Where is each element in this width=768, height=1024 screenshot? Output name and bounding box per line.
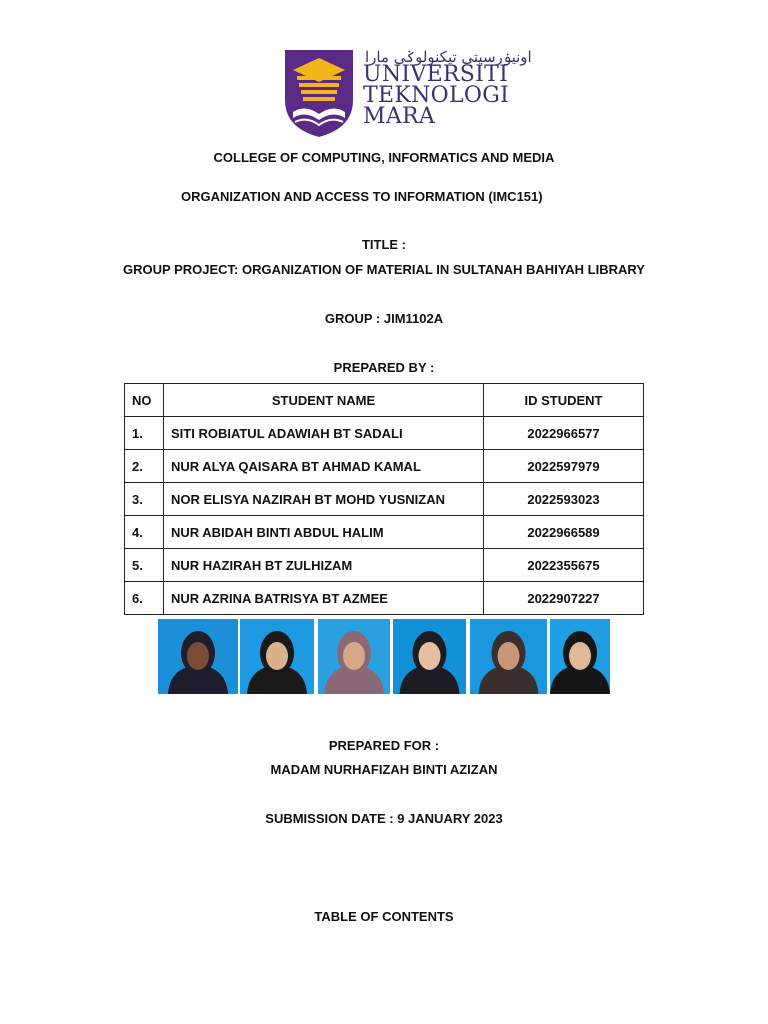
row-no: 6.: [125, 582, 164, 615]
table-row: [125, 450, 644, 483]
header-no: NO: [125, 384, 164, 417]
logo-line-universiti: UNIVERSITI: [363, 62, 509, 87]
row-name: NUR AZRINA BATRISYA BT AZMEE: [164, 582, 484, 615]
row-name: NUR ALYA QAISARA BT AHMAD KAMAL: [164, 450, 484, 483]
submission-date: SUBMISSION DATE : 9 JANUARY 2023: [265, 811, 503, 826]
student-photo: [393, 619, 466, 694]
table-row: [125, 549, 644, 582]
row-no: 5.: [125, 549, 164, 582]
row-id: 2022966577: [484, 417, 644, 450]
student-photo: [318, 619, 390, 694]
lecturer-name: MADAM NURHAFIZAH BINTI AZIZAN: [270, 762, 498, 777]
header-student-name: STUDENT NAME: [164, 384, 484, 417]
row-name: NUR HAZIRAH BT ZULHIZAM: [164, 549, 484, 582]
row-no: 1.: [125, 417, 164, 450]
row-id: 2022966589: [484, 516, 644, 549]
uitm-logo: [283, 48, 532, 140]
student-photo: [240, 619, 314, 694]
row-no: 4.: [125, 516, 164, 549]
row-id: 2022907227: [484, 582, 644, 615]
uitm-crest-icon: [283, 48, 355, 138]
logo-line-mara: MARA: [363, 104, 436, 129]
row-id: 2022593023: [484, 483, 644, 516]
college-name: COLLEGE OF COMPUTING, INFORMATICS AND MEDIA: [213, 150, 555, 165]
table-header-row: [125, 384, 644, 417]
row-name: SITI ROBIATUL ADAWIAH BT SADALI: [164, 417, 484, 450]
prepared-for-label: PREPARED FOR :: [328, 738, 440, 753]
student-photo: [550, 619, 610, 694]
course-name: ORGANIZATION AND ACCESS TO INFORMATION (IMC151): [181, 189, 543, 204]
project-title: GROUP PROJECT: ORGANIZATION OF MATERIAL IN SULTANAH BAHIYAH LIBRARY: [123, 262, 645, 277]
student-photo: [470, 619, 547, 694]
row-no: 3.: [125, 483, 164, 516]
header-id-student: ID STUDENT: [484, 384, 644, 417]
table-row: [125, 483, 644, 516]
table-of-contents-heading: TABLE OF CONTENTS: [314, 909, 454, 924]
title-label: TITLE :: [361, 237, 407, 252]
row-id: 2022355675: [484, 549, 644, 582]
logo-wordmark: [363, 64, 509, 127]
student-table: [124, 383, 644, 615]
row-no: 2.: [125, 450, 164, 483]
group-label: GROUP : JIM1102A: [324, 311, 444, 326]
row-name: NOR ELISYA NAZIRAH BT MOHD YUSNIZAN: [164, 483, 484, 516]
table-row: [125, 417, 644, 450]
student-photo: [158, 619, 238, 694]
table-row: [125, 582, 644, 615]
table-row: [125, 516, 644, 549]
row-id: 2022597979: [484, 450, 644, 483]
logo-jawi-text: اونيۏرسيتي تيكنولوݢي مارا: [365, 48, 532, 66]
row-name: NUR ABIDAH BINTI ABDUL HALIM: [164, 516, 484, 549]
logo-line-teknologi: TEKNOLOGI: [363, 83, 510, 108]
prepared-by-label: PREPARED BY :: [333, 360, 435, 375]
